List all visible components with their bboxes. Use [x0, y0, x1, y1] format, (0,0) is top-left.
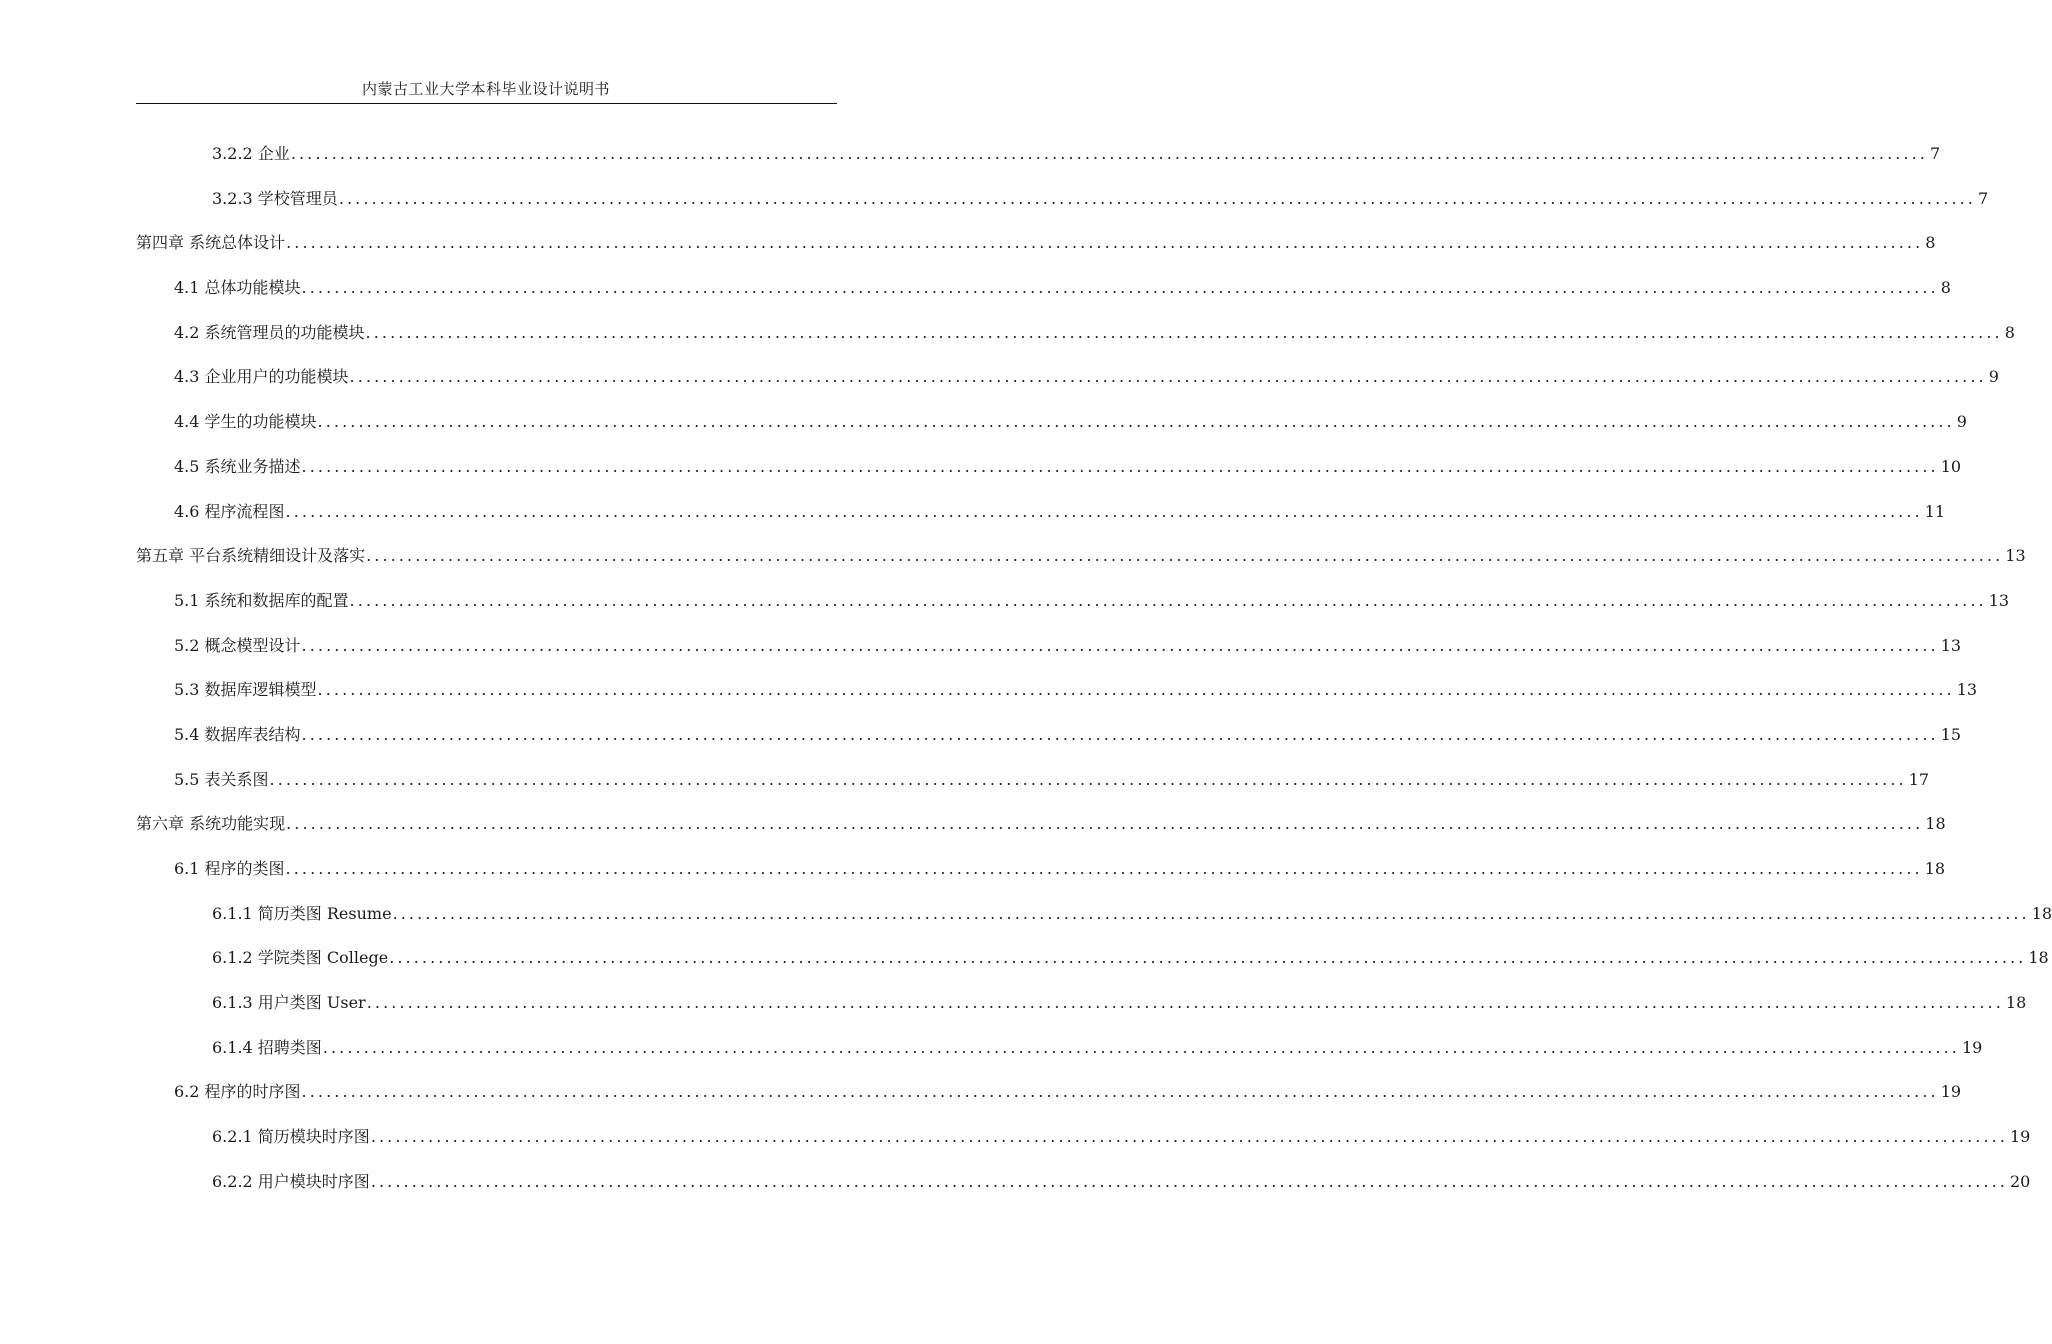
toc-entry[interactable]: [0, 902, 2052, 947]
toc-entry[interactable]: [0, 678, 1978, 723]
toc-dot-leader: ........................................................................................................................................................................................................: [285, 501, 1923, 521]
toc-entry[interactable]: [0, 1125, 2031, 1170]
toc-dot-leader: ........................................................................................................................................................................................................: [301, 1082, 1939, 1102]
toc-dot-leader: ........................................................................................................................................................................................................: [269, 769, 1907, 789]
toc-entry-page-number: 10: [1940, 456, 1962, 476]
toc-entry[interactable]: [0, 1036, 1983, 1081]
toc-entry[interactable]: [0, 187, 1989, 232]
toc-entry-title: 3.2.2 企业: [212, 144, 290, 163]
toc-entry-title: 6.1.3 用户类图 User: [212, 993, 366, 1013]
toc-entry-title: 4.4 学生的功能模块: [174, 412, 317, 432]
toc-dot-leader: ........................................................................................................................................................................................................: [301, 724, 1939, 744]
toc-entry-title: 4.6 程序流程图: [174, 501, 285, 521]
toc-entry-title: 6.1.1 简历类图 Resume: [212, 903, 392, 923]
toc-dot-leader: ........................................................................................................................................................................................................: [286, 814, 1924, 834]
toc-dot-leader: ........................................................................................................................................................................................................: [322, 1037, 1960, 1057]
toc-dot-leader: ........................................................................................................................................................................................................: [285, 859, 1923, 878]
toc-entry[interactable]: [0, 1170, 2031, 1215]
toc-entry-page-number: 9: [1988, 367, 1999, 387]
toc-entry-title: 6.2.2 用户模块时序图: [212, 1171, 370, 1191]
toc-entry[interactable]: [0, 500, 1946, 545]
toc-entry-page-number: 11: [1924, 501, 1946, 521]
toc-entry[interactable]: [0, 857, 1946, 902]
toc-dot-leader: ........................................................................................................................................................................................................: [370, 1171, 2008, 1191]
table-of-contents: [0, 142, 2052, 1215]
toc-entry[interactable]: [0, 365, 1999, 410]
toc-entry[interactable]: [0, 812, 1946, 857]
toc-entry-page-number: 19: [1940, 1082, 1962, 1102]
toc-entry-title: 第六章 系统功能实现: [136, 814, 286, 834]
toc-dot-leader: ........................................................................................................................................................................................................: [301, 278, 1939, 298]
toc-entry[interactable]: [0, 276, 1951, 321]
toc-entry[interactable]: [0, 142, 1941, 187]
toc-entry-title: 5.5 表关系图: [174, 769, 269, 789]
toc-entry-title: 3.2.3 学校管理员: [212, 188, 338, 208]
toc-entry-page-number: 8: [2004, 322, 2015, 342]
toc-entry-title: 4.1 总体功能模块: [174, 278, 301, 298]
toc-dot-leader: ........................................................................................................................................................................................................: [317, 680, 1955, 700]
toc-entry[interactable]: [0, 1080, 1962, 1125]
toc-entry-page-number: 19: [1962, 1037, 1983, 1057]
toc-dot-leader: ........................................................................................................................................................................................................: [301, 456, 1939, 476]
toc-entry-page-number: 18: [2005, 993, 2027, 1013]
toc-entry-page-number: 20: [2010, 1171, 2031, 1191]
toc-dot-leader: ........................................................................................................................................................................................................: [290, 144, 1928, 163]
toc-dot-leader: ........................................................................................................................................................................................................: [349, 590, 1987, 610]
toc-entry[interactable]: [0, 589, 2010, 634]
toc-entry-title: 6.2.1 简历模块时序图: [212, 1127, 370, 1147]
toc-entry-page-number: 18: [2031, 903, 2052, 923]
toc-dot-leader: ........................................................................................................................................................................................................: [366, 993, 2004, 1013]
toc-entry-page-number: 18: [1924, 859, 1946, 878]
toc-entry[interactable]: [0, 634, 1962, 679]
toc-entry-title: 6.2 程序的时序图: [174, 1082, 301, 1102]
toc-entry[interactable]: [0, 321, 2015, 366]
toc-entry-page-number: 13: [2005, 546, 2026, 566]
toc-entry[interactable]: [0, 410, 1967, 455]
toc-entry-page-number: 8: [1940, 278, 1951, 298]
toc-entry[interactable]: [0, 768, 1930, 813]
toc-dot-leader: ........................................................................................................................................................................................................: [370, 1127, 2008, 1147]
toc-entry-page-number: 17: [1908, 769, 1930, 789]
toc-entry-title: 5.4 数据库表结构: [174, 724, 301, 744]
toc-entry-title: 4.5 系统业务描述: [174, 456, 301, 476]
toc-entry-page-number: 15: [1940, 724, 1962, 744]
toc-dot-leader: ........................................................................................................................................................................................................: [286, 233, 1924, 253]
toc-entry-title: 第五章 平台系统精细设计及落实: [136, 546, 366, 566]
toc-entry-title: 5.1 系统和数据库的配置: [174, 590, 349, 610]
toc-dot-leader: ........................................................................................................................................................................................................: [349, 367, 1987, 387]
toc-entry[interactable]: [0, 455, 1962, 500]
toc-dot-leader: ........................................................................................................................................................................................................: [366, 546, 2004, 566]
toc-entry-title: 6.1.4 招聘类图: [212, 1037, 322, 1057]
toc-dot-leader: ........................................................................................................................................................................................................: [338, 188, 1976, 208]
toc-entry[interactable]: [0, 991, 2027, 1036]
toc-dot-leader: ........................................................................................................................................................................................................: [389, 948, 2027, 968]
toc-entry-page-number: 13: [1956, 680, 1978, 700]
toc-entry-page-number: 18: [1925, 814, 1946, 834]
toc-entry-title: 6.1 程序的类图: [174, 859, 285, 878]
toc-dot-leader: ........................................................................................................................................................................................................: [317, 412, 1955, 432]
toc-entry-page-number: 13: [1988, 590, 2010, 610]
toc-entry-title: 5.2 概念模型设计: [174, 635, 301, 655]
toc-entry-title: 4.3 企业用户的功能模块: [174, 367, 349, 387]
toc-entry-page-number: 18: [2028, 948, 2049, 968]
toc-entry-page-number: 13: [1940, 635, 1962, 655]
toc-entry-page-number: 7: [1930, 144, 1941, 163]
header-rule: [136, 103, 837, 104]
toc-entry[interactable]: [0, 544, 2026, 589]
toc-entry-title: 6.1.2 学院类图 College: [212, 948, 389, 968]
toc-entry-page-number: 7: [1978, 188, 1989, 208]
toc-dot-leader: ........................................................................................................................................................................................................: [301, 635, 1939, 655]
toc-entry-page-number: 9: [1956, 412, 1967, 432]
toc-entry-page-number: 19: [2010, 1127, 2031, 1147]
toc-dot-leader: ........................................................................................................................................................................................................: [365, 322, 2003, 342]
page-header: 内蒙古工业大学本科毕业设计说明书: [361, 80, 610, 98]
toc-entry-title: 第四章 系统总体设计: [136, 233, 286, 253]
toc-entry[interactable]: [0, 723, 1962, 768]
toc-dot-leader: ........................................................................................................................................................................................................: [392, 903, 2030, 923]
toc-entry-page-number: 8: [1925, 233, 1936, 253]
toc-entry[interactable]: [0, 946, 2049, 991]
toc-entry-title: 5.3 数据库逻辑模型: [174, 680, 317, 700]
toc-entry-title: 4.2 系统管理员的功能模块: [174, 322, 365, 342]
toc-entry[interactable]: [0, 231, 1936, 276]
